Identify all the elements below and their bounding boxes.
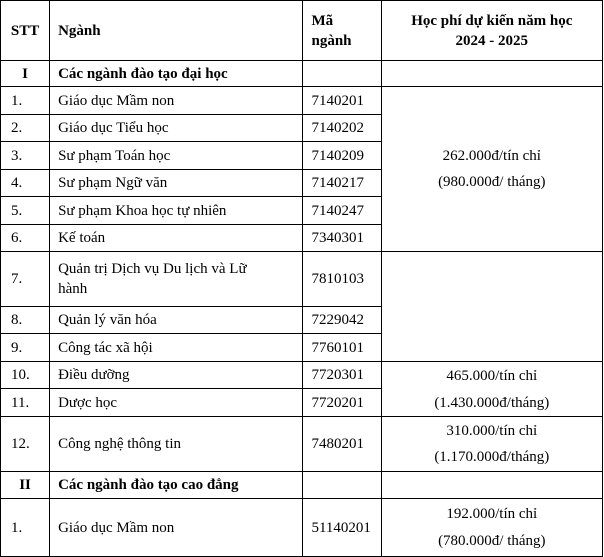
row-code: 7340301 [303,225,381,252]
row-stt: 12. [1,417,50,472]
table-row [1,417,603,472]
row-major [50,252,303,307]
row-stt: 7. [1,252,50,307]
empty-fee-cell [381,252,602,362]
fee-per-month: (1.430.000đ/tháng) [434,394,550,411]
row-stt: 1. [1,499,50,557]
section-number: II [1,472,50,499]
header-row [1,1,603,61]
row-stt: 3. [1,142,50,170]
row-code: 7140247 [303,197,381,225]
header-fee [381,1,602,61]
row-code: 7140217 [303,170,381,197]
row-stt: 8. [1,307,50,334]
row-code: 7810103 [303,252,381,307]
row-code: 51140201 [303,499,381,557]
fee-per-credit: 310.000/tín chỉ [446,423,538,439]
row-major: Sư phạm Ngữ văn [50,170,303,197]
empty-cell [381,61,602,87]
row-code: 7140202 [303,115,381,142]
row-stt: 5. [1,197,50,225]
fee-per-credit: 192.000/tín chỉ [446,506,538,522]
row-major: Dược học [50,389,303,417]
row-stt: 4. [1,170,50,197]
header-major: Ngành [50,1,303,61]
row-code: 7229042 [303,307,381,334]
fee-cell [381,499,602,557]
row-major: Giáo dục Mầm non [50,499,303,557]
fee-per-credit: 262.000đ/tín chỉ [442,148,541,164]
header-fee-line2: 2024 - 2025 [455,32,529,49]
row-major: Quản lý văn hóa [50,307,303,334]
row-stt: 6. [1,225,50,252]
row-major: Điều dưỡng [50,362,303,389]
row-major: Giáo dục Mầm non [50,87,303,115]
row-stt: 9. [1,334,50,362]
row-major: Sư phạm Khoa học tự nhiên [50,197,303,225]
row-code: 7720301 [303,362,381,389]
row-major-line1: Quản trị Dịch vụ Du lịch và Lữ [58,261,247,277]
row-major: Giáo dục Tiểu học [50,115,303,142]
empty-cell [303,61,381,87]
header-code-line1: Mã [311,12,334,29]
row-major: Công tác xã hội [50,334,303,362]
row-major: Sư phạm Toán học [50,142,303,170]
fee-cell [381,417,602,472]
table-row [1,499,603,557]
table-row [1,252,603,307]
row-major: Kế toán [50,225,303,252]
row-stt: 11. [1,389,50,417]
row-code: 7140201 [303,87,381,115]
row-major-line2: hành [58,281,88,297]
fee-cell [381,87,602,252]
row-code: 7480201 [303,417,381,472]
row-stt: 1. [1,87,50,115]
header-stt: STT [1,1,50,61]
section-number: I [1,61,50,87]
row-code: 7140209 [303,142,381,170]
header-code [303,1,381,61]
section-title: Các ngành đào tạo đại học [50,61,303,87]
fee-per-month: (1.170.000đ/tháng) [434,449,550,465]
fee-cell [381,362,602,417]
fee-per-month: (980.000đ/ tháng) [438,174,546,190]
row-stt: 10. [1,362,50,389]
row-major: Công nghệ thông tin [50,417,303,472]
row-stt: 2. [1,115,50,142]
empty-cell [381,472,602,499]
table-row [1,362,603,389]
fee-per-credit: 465.000/tín chỉ [446,367,538,384]
section-title: Các ngành đào tạo cao đẳng [50,472,303,499]
row-code: 7760101 [303,334,381,362]
section-row [1,472,603,499]
empty-cell [303,472,381,499]
header-code-line2: ngành [311,32,352,49]
row-code: 7720201 [303,389,381,417]
header-fee-line1: Học phí dự kiến năm học [411,12,573,29]
fee-per-month: (780.000đ/ tháng) [438,533,546,549]
section-row [1,61,603,87]
table-row [1,87,603,115]
